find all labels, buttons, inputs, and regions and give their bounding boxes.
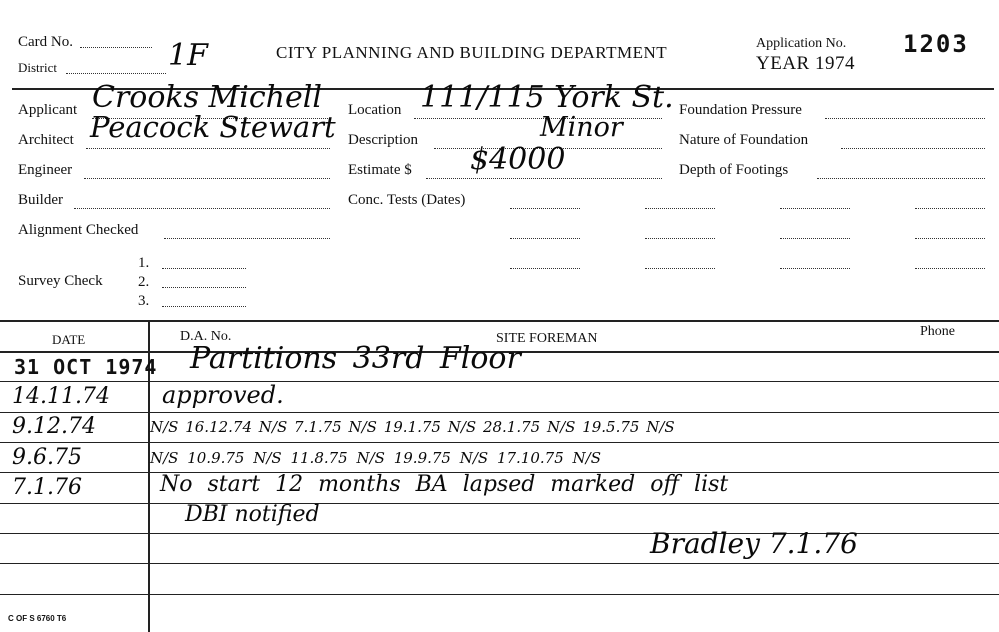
architect-line (86, 148, 330, 149)
location-value: 111/115 York St. (420, 80, 674, 115)
conc-line (915, 208, 985, 209)
survey-line-3 (162, 306, 246, 307)
log-row-line (0, 442, 999, 443)
log-row-date: 9.6.75 (12, 445, 82, 470)
phone-header: Phone (920, 324, 955, 339)
log-row-entry: N/S 16.12.74 N/S 7.1.75 N/S 19.1.75 N/S 28.1.75 N/S 19.5.75 N/S (150, 418, 675, 436)
nature-foundation-label: Nature of Foundation (679, 132, 809, 148)
log-row-line (0, 563, 999, 564)
conc-line (915, 238, 985, 239)
depth-footings-line (817, 178, 985, 179)
log-row-date: 9.12.74 (12, 414, 96, 439)
form-code: C OF S 6760 T6 (8, 614, 67, 623)
log-row-date: 31 OCT 1974 (14, 355, 158, 379)
foundation-pressure-line (825, 118, 985, 119)
estimate-label: Estimate $ (348, 162, 412, 178)
architect-value: Peacock Stewart (90, 110, 336, 144)
architect-label: Architect (18, 132, 74, 148)
log-row-entry: approved. (162, 381, 284, 409)
card-no-line (80, 47, 152, 48)
log-row-line (0, 381, 999, 382)
alignment-label: Alignment Checked (18, 222, 139, 238)
survey-number-1: 1. (138, 255, 150, 271)
conc-line (510, 208, 580, 209)
department-title: CITY PLANNING AND BUILDING DEPARTMENT (276, 43, 668, 62)
district-label: District (18, 60, 57, 75)
applicant-value: Crooks Michell (92, 80, 322, 115)
conc-line (645, 238, 715, 239)
builder-label: Builder (18, 192, 63, 208)
log-row-entry: N/S 10.9.75 N/S 11.8.75 N/S 19.9.75 N/S 17.10.75 N/S (150, 449, 601, 467)
district-line (66, 73, 166, 74)
log-row-line (0, 594, 999, 595)
conc-line (510, 268, 580, 269)
survey-number-2: 2. (138, 274, 150, 290)
builder-line (74, 208, 330, 209)
location-label: Location (348, 102, 402, 118)
conc-line (645, 208, 715, 209)
da-header: D.A. No. (180, 329, 232, 344)
conc-line (645, 268, 715, 269)
estimate-line (426, 178, 662, 179)
date-header: DATE (52, 332, 86, 347)
district-value: 1F (168, 38, 208, 73)
log-row-entry: No start 12 months BA lapsed marked off list (160, 472, 729, 497)
engineer-line (84, 178, 330, 179)
foreman-header: SITE FOREMAN (496, 331, 598, 346)
conc-line (780, 238, 850, 239)
description-value: Minor (540, 112, 623, 143)
conc-line (780, 208, 850, 209)
survey-number-3: 3. (138, 293, 150, 309)
description-label: Description (348, 132, 418, 148)
location-line (414, 118, 662, 119)
depth-footings-label: Depth of Footings (679, 162, 789, 178)
alignment-line (164, 238, 330, 239)
applicant-label: Applicant (18, 102, 78, 118)
conc-line (780, 268, 850, 269)
log-row-line (0, 503, 999, 504)
application-label: Application No. (756, 36, 847, 51)
card-no-label: Card No. (18, 34, 73, 50)
application-number: 1203 (903, 30, 969, 58)
log-row-entry: DBI notified (185, 502, 320, 527)
survey-line-2 (162, 287, 246, 288)
survey-line-1 (162, 268, 246, 269)
signature: Bradley 7.1.76 (650, 527, 858, 560)
log-row-date: 14.11.74 (12, 384, 110, 409)
nature-foundation-line (841, 148, 985, 149)
log-row-line (0, 412, 999, 413)
conc-line (915, 268, 985, 269)
conc-line (510, 238, 580, 239)
foundation-pressure-label: Foundation Pressure (679, 102, 802, 118)
survey-label: Survey Check (18, 273, 103, 289)
year-label: YEAR 1974 (756, 53, 855, 74)
estimate-value: $4000 (470, 142, 566, 177)
conc-tests-label: Conc. Tests (Dates) (348, 192, 466, 208)
log-row-date: 7.1.76 (12, 475, 82, 500)
engineer-label: Engineer (18, 162, 73, 178)
log-row-entry: Partitions 33rd Floor (190, 341, 521, 376)
